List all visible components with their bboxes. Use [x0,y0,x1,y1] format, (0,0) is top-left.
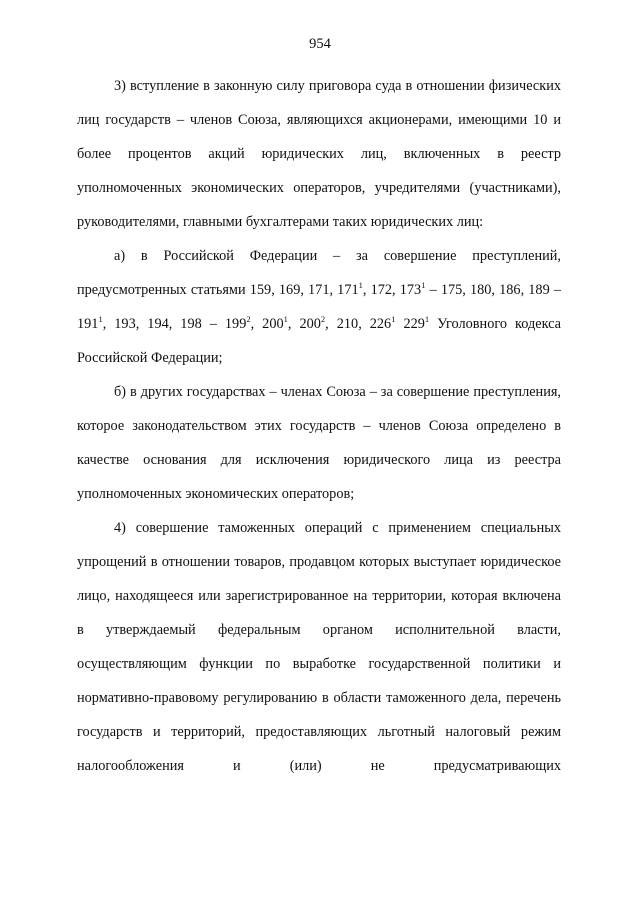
superscript: 1 [424,314,430,324]
superscript: 1 [421,280,426,290]
paragraph-a-text: , 172, 173 [362,282,422,298]
paragraph-item-3: 3) вступление в законную силу приговора суда в отношении физических лиц государств – членов Союза, являющихся акционерами, имеющими 10 и более процентов акций юридических лиц, включенных в реестр уполномоченных экономических операторов, учредителями (участниками), руководителями, главными бухгалтерами таких юридических лиц: [77,78,561,230]
paragraph-subitem-b: б) в других государствах – членах Союза – за совершение преступления, которое законодательством этих государств – членов Союза определено в качестве основания для исключения юридического лица из реестра уполномоченных экономических операторов; [77,384,561,502]
paragraph-a-text: 229 [395,316,425,332]
superscript: 2 [246,314,251,324]
paragraph-a-text: , 210, 226 [325,316,392,332]
superscript: 1 [98,314,103,324]
superscript: 2 [320,314,326,324]
paragraph-a-text: Уголовного кодекса Российской Федерации; [77,316,562,366]
paragraph-a-text: , 200 [287,316,321,332]
superscript: 1 [391,314,396,324]
paragraph-subitem-a [77,239,561,375]
page-number: 954 [309,36,331,52]
paragraph-a-text: а) в Российской Федерации – за совершение преступлений, предусмотренных статьями 159, 169, 171, 171 [77,248,561,298]
document-body [77,69,561,783]
paragraph-item-4: 4) совершение таможенных операций с применением специальных упрощений в отношении товаров, продавцом которых выступает юридическое лицо, находящееся или зарегистрированное на территории, которая включена в утверждаемый федеральным органом исполнительной власти, осуществляющим функции по выработке государственной политики и нормативно-правовому регулированию в области таможенного дела, перечень государств и территорий, предоставляющих льготный налоговый режим налогообложения и (или) не предусматривающих [77,520,561,774]
superscript: 1 [283,314,288,324]
paragraph-a-text: – 175, 180, 186, 189 – 191 [77,282,562,332]
superscript: 1 [358,280,363,290]
paragraph-a-text: , 193, 194, 198 – 199 [102,316,247,332]
paragraph-a-text: , 200 [250,316,284,332]
